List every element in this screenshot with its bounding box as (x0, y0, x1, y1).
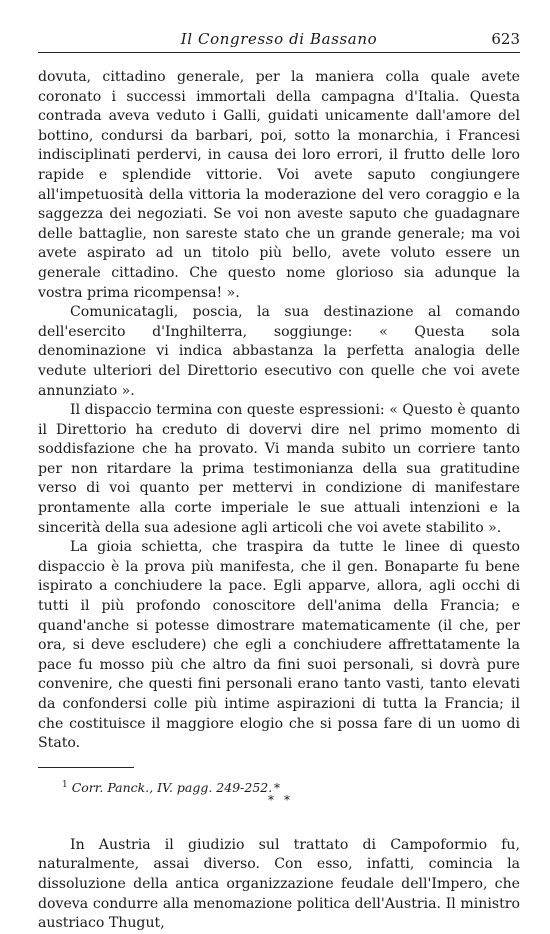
paragraph: Il dispaccio termina con queste espressioni: « Questo è quanto il Direttorio ha creduto di dovervi dire nel primo momento di soddisfazione che ha provato. Vi manda subito un corriere tanto per non ritardare la prima testimonianza della sua gratitudine verso di voi quanto per mettervi in condizione di manifestare prontamente alla corte imperiale le sue attuali intenzioni e la sincerità della sua adesione agli articoli che voi avete stabilito ». (38, 402, 520, 536)
asterism-top: * (274, 780, 284, 795)
page-number: 623 (491, 30, 520, 48)
paragraph: In Austria il giudizio sul trattato di Campoformio fu, naturalmente, assai diverso. Con esso, infatti, comincia la dissoluzione della antica organizzazione feudale dell'Impero, che doveva condurre alla menomazione politica dell'Austria. Il ministro austriaco Thugut, (38, 836, 520, 932)
footnote-marker: 1 (62, 780, 68, 790)
paragraph-continuation: dovuta, cittadino generale, per la maniera colla quale avete coronato i successi immortali della campagna d'Italia. Questa contrada aveva veduto i Galli, guidati unicamente dall'amore del bottino, condursi da barbari, poi, sotto la monarchia, i Francesi indisciplinati perdervi, in causa dei loro errori, il frutto delle loro rapide e splendide vittorie. Voi avete saputo congiungere all'impetuosità della vittoria la moderazione del vero coraggio e la saggezza dei negoziati. Se voi non aveste saputo che guadagnare delle battaglie, non sareste stato che un grande generale; ma voi avete aspirato ad un titolo più bello, avete voluto essere un generale cittadino. Che questo nome glorioso sia adunque la vostra prima ricompensa! ». (38, 69, 520, 301)
asterism-bottom: ** (268, 792, 300, 807)
page-header (38, 30, 520, 53)
paragraph: La gioia schietta, che traspira da tutte le linee di questo dispaccio è la prova più manifesta, che il gen. Bonaparte fu bene ispirato a conchiudere la pace. Egli apparve, allora, agli occhi di tutti il più profondo conoscitore dell'anima della Francia; e quand'anche si potesse dimostrare matematicamente (il che, per ora, si deve escludere) che egli a conchiudere affrettatamente la pace fu mosso più che altro da fini suoi personali, si dovrà pure convenire, che questi fini personali erano tanto vasti, tanto elevati da confondersi colle più intime aspirazioni di tutta la Francia; il che costituisce il maggiore elogio che si possa fare di un uomo di Stato. (38, 539, 520, 752)
body-text (38, 68, 520, 934)
footnote (62, 780, 272, 795)
footnote-rule (38, 767, 134, 768)
footnote-text: Corr. Panck., IV. pagg. 249-252. (71, 780, 273, 796)
running-title: Il Congresso di Bassano (180, 30, 378, 48)
paragraph: Comunicatagli, poscia, la sua destinazione al comando dell'esercito d'Inghilterra, soggiunge: « Questa sola denominazione vi indica abbastanza la perfetta analogia delle vedute ulteriori del Direttorio esecutivo con quelle che voi avete annunziato ». (38, 304, 520, 399)
